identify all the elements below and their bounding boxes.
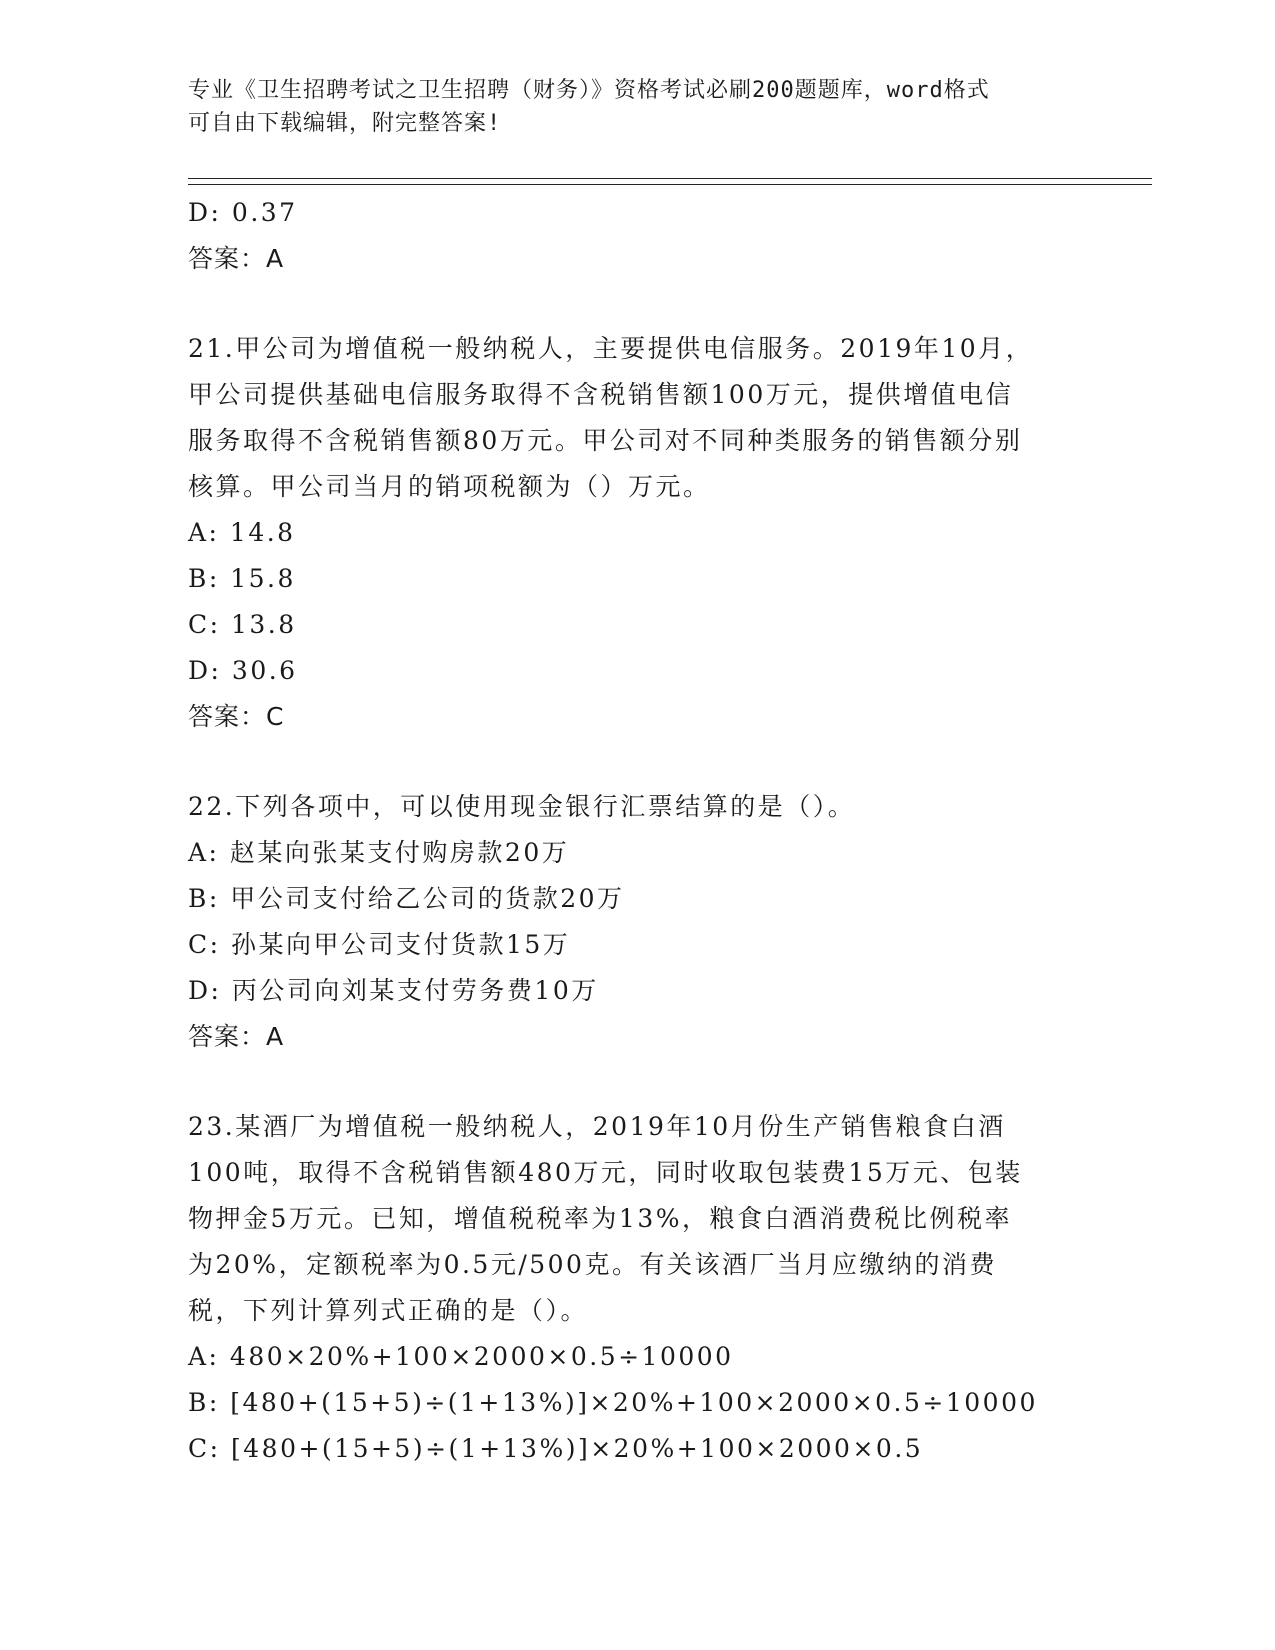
option-c: C: 孙某向甲公司支付货款15万 bbox=[188, 930, 571, 959]
spacer bbox=[188, 1060, 1088, 1104]
question-stem-line: 23.某酒厂为增值税一般纳税人，2019年10月份生产销售粮食白酒 bbox=[188, 1112, 1006, 1141]
header-line-1: 专业《卫生招聘考试之卫生招聘（财务）》资格考试必刷200题题库，word格式 bbox=[188, 78, 990, 103]
document-body bbox=[188, 190, 1088, 1472]
question-stem-line: 100吨，取得不含税销售额480万元，同时收取包装费15万元、包装 bbox=[188, 1158, 1023, 1187]
option-b: B: [480+(15+5)÷(1+13%)]×20%+100×2000×0.5÷10000 bbox=[188, 1388, 1038, 1417]
question-stem-line: 税，下列计算列式正确的是（）。 bbox=[188, 1296, 589, 1325]
question-stem-line: 22.下列各项中，可以使用现金银行汇票结算的是（）。 bbox=[188, 792, 856, 821]
question-stem-line: 甲公司提供基础电信服务取得不含税销售额100万元，提供增值电信 bbox=[188, 380, 1014, 409]
option-c: C: [480+(15+5)÷(1+13%)]×20%+100×2000×0.5 bbox=[188, 1434, 924, 1463]
question-stem-line: 核算。甲公司当月的销项税额为（）万元。 bbox=[188, 472, 711, 501]
option-c: C: 13.8 bbox=[188, 610, 297, 639]
header-divider-bottom bbox=[188, 184, 1152, 185]
question-stem-line: 服务取得不含税销售额80万元。甲公司对不同种类服务的销售额分别 bbox=[188, 426, 1023, 455]
spacer bbox=[188, 282, 1088, 326]
question-stem-line: 物押金5万元。已知，增值税税率为13%，粮食白酒消费税比例税率 bbox=[188, 1204, 1012, 1233]
option-d: D: 丙公司向刘某支付劳务费10万 bbox=[188, 976, 599, 1005]
spacer bbox=[188, 740, 1088, 784]
question-23 bbox=[188, 1104, 1088, 1472]
option-b: B: 15.8 bbox=[188, 564, 296, 593]
option-d: D: 30.6 bbox=[188, 656, 298, 685]
option-b: B: 甲公司支付给乙公司的货款20万 bbox=[188, 884, 625, 913]
question-stem-line: 为20%，定额税率为0.5元/500克。有关该酒厂当月应缴纳的消费 bbox=[188, 1250, 997, 1279]
header-divider-top bbox=[188, 178, 1152, 179]
option-a: A: 14.8 bbox=[188, 518, 296, 547]
option-a: A: 赵某向张某支付购房款20万 bbox=[188, 838, 570, 867]
option-d: D: 0.37 bbox=[188, 198, 298, 227]
question-stem-line: 21.甲公司为增值税一般纳税人，主要提供电信服务。2019年10月， bbox=[188, 334, 1034, 363]
header-line-2: 可自由下载编辑，附完整答案! bbox=[188, 111, 502, 136]
question-20-tail bbox=[188, 190, 1088, 282]
answer-line: 答案：A bbox=[188, 244, 285, 273]
answer-line: 答案：A bbox=[188, 1022, 285, 1051]
document-header bbox=[188, 74, 1088, 140]
question-21 bbox=[188, 326, 1088, 740]
option-a: A: 480×20%+100×2000×0.5÷10000 bbox=[188, 1342, 734, 1371]
answer-line: 答案：C bbox=[188, 702, 285, 731]
question-22 bbox=[188, 784, 1088, 1060]
